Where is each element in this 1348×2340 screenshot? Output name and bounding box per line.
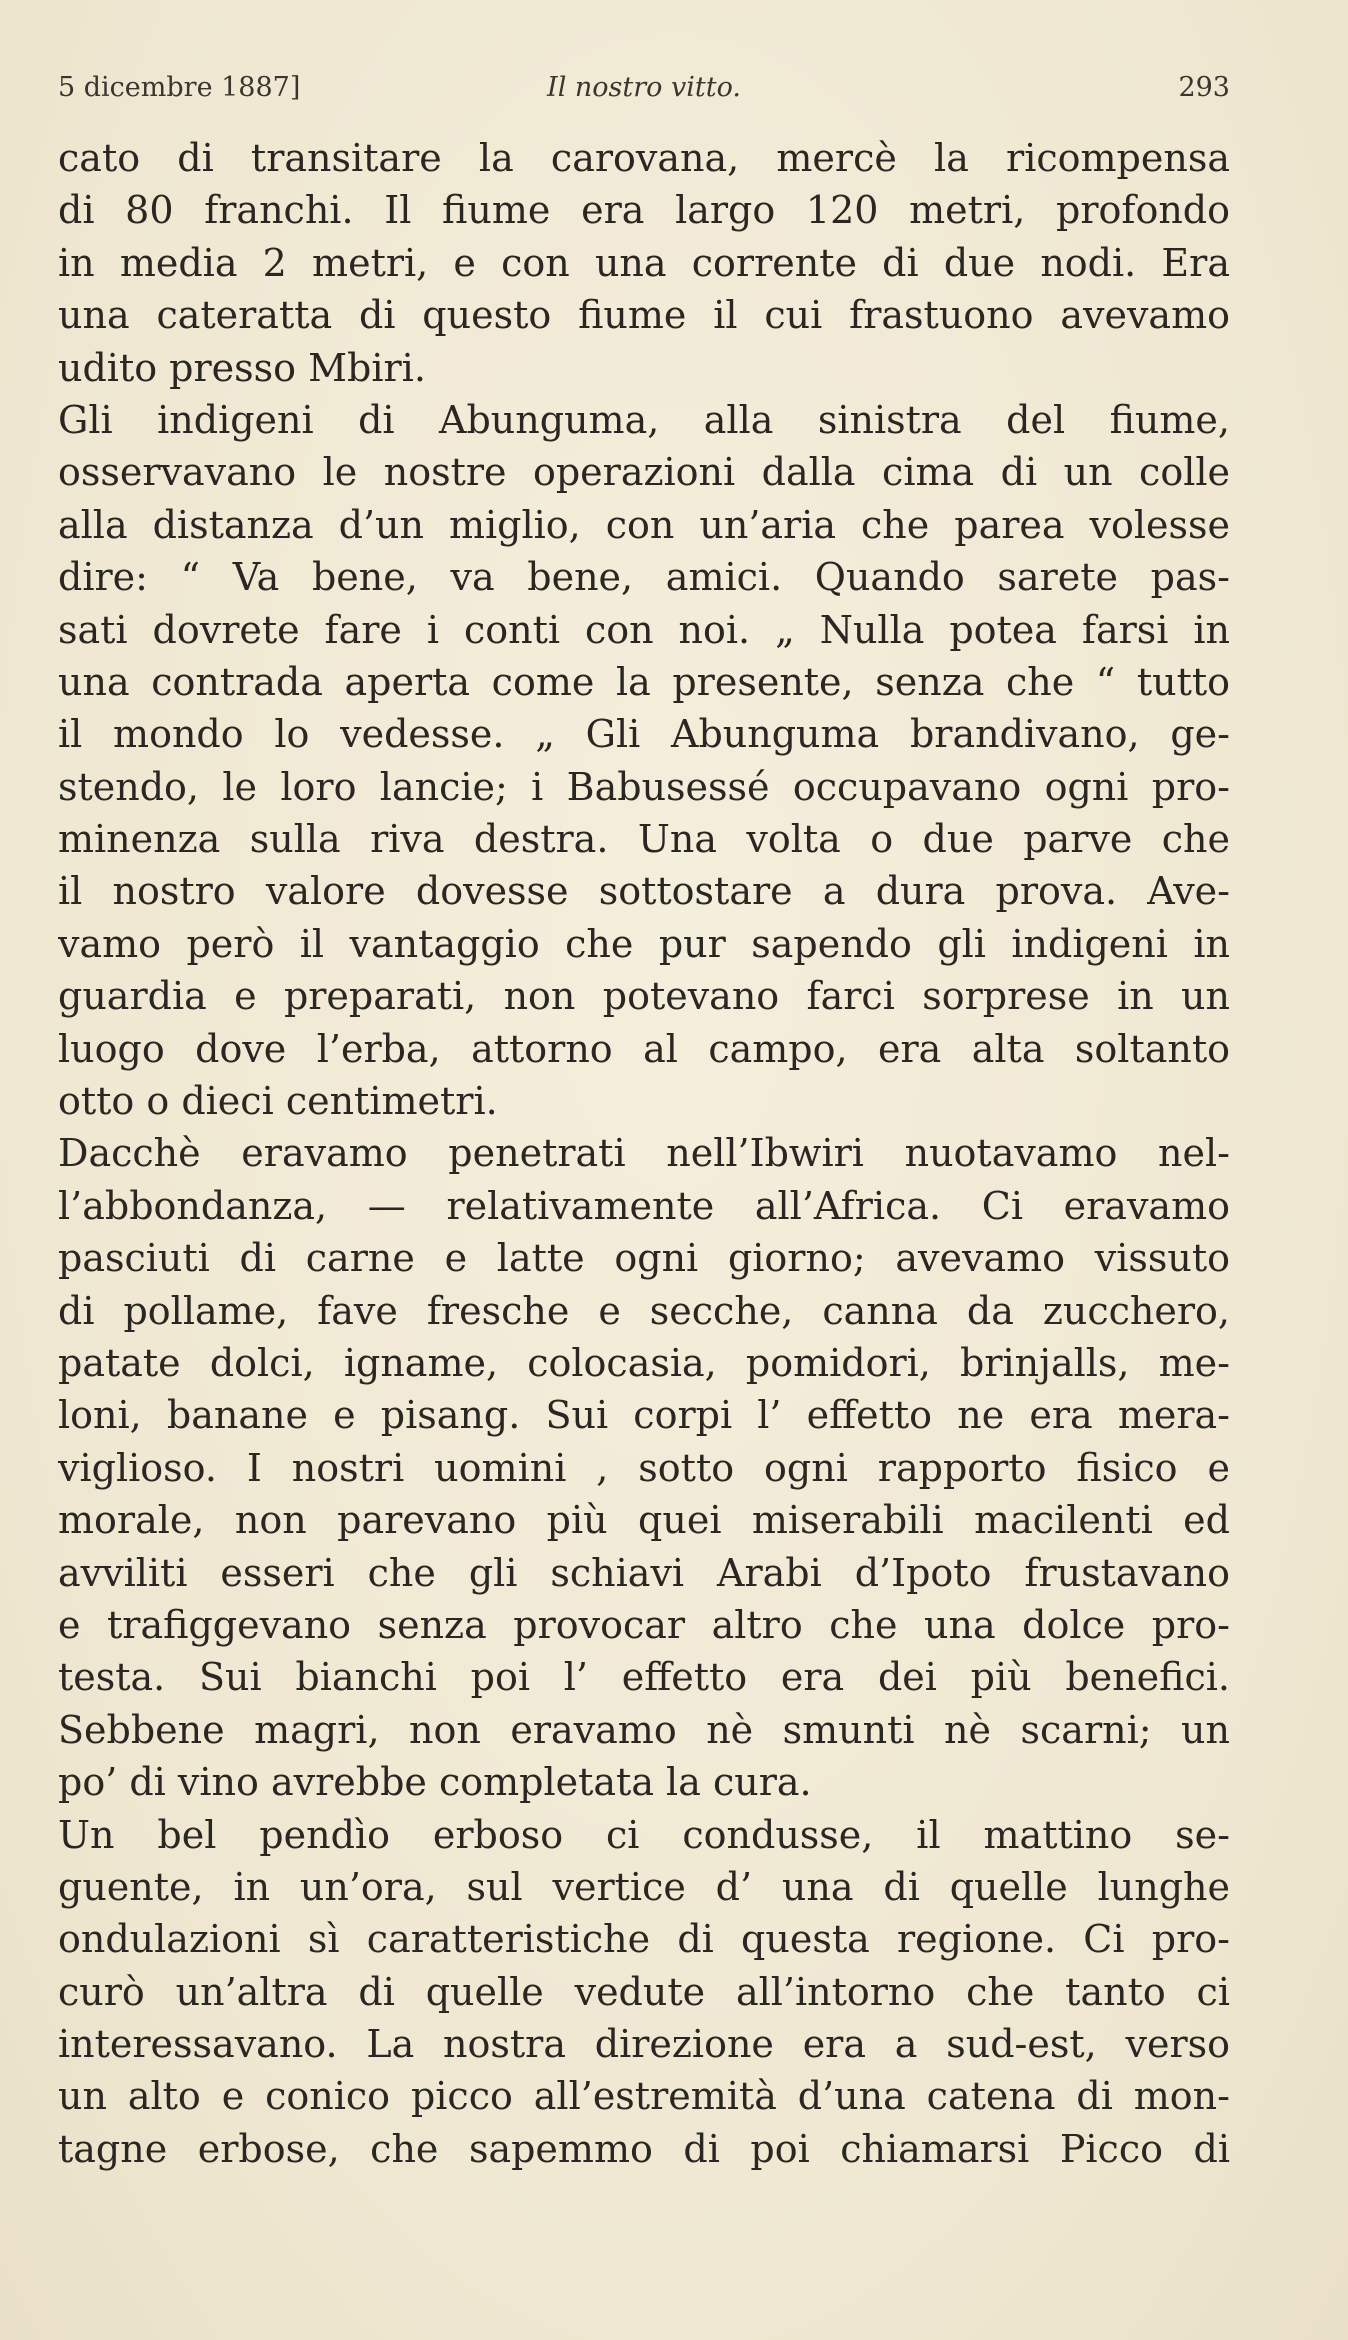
text-line: un alto e conico picco all’estremità d’una catena di mon- xyxy=(58,2074,1230,2119)
text-line: osservavano le nostre operazioni dalla cima di un colle xyxy=(58,450,1230,495)
running-head xyxy=(58,66,1230,110)
text-line: interessavano. La nostra direzione era a sud-est, verso xyxy=(58,2022,1230,2067)
text-line: alla distanza d’un miglio, con un’aria che parea volesse xyxy=(58,502,1230,547)
text-line: Sebbene magri, non eravamo nè smunti nè scarni; un xyxy=(58,1707,1230,1752)
running-head-chapter-title: Il nostro vitto. xyxy=(547,72,741,103)
text-line: una cateratta di questo fiume il cui frastuono avevamo xyxy=(58,293,1230,338)
page-number: 293 xyxy=(1178,72,1230,103)
text-line: sati dovrete fare i conti con noi. „ Nulla potea farsi in xyxy=(58,607,1230,652)
text-line: viglioso. I nostri uomini , sotto ogni rapporto fisico e xyxy=(58,1445,1230,1490)
text-line: minenza sulla riva destra. Una volta o due parve che xyxy=(58,817,1230,862)
text-line: Dacchè eravamo penetrati nell’Ibwiri nuotavamo nel- xyxy=(58,1131,1230,1176)
text-line: e trafiggevano senza provocar altro che una dolce pro- xyxy=(58,1602,1230,1647)
text-line: di pollame, fave fresche e secche, canna da zucchero, xyxy=(58,1288,1230,1333)
text-line: in media 2 metri, e con una corrente di due nodi. Era xyxy=(58,240,1230,285)
text-line: l’abbondanza, — relativamente all’Africa. Ci eravamo xyxy=(58,1183,1230,1228)
text-line: vamo però il vantaggio che pur sapendo gli indigeni in xyxy=(58,921,1230,966)
text-line: il nostro valore dovesse sottostare a dura prova. Ave- xyxy=(58,869,1230,914)
text-line: dire: “ Va bene, va bene, amici. Quando sarete pas- xyxy=(58,555,1230,600)
text-line: guardia e preparati, non potevano farci sorprese in un xyxy=(58,974,1230,1019)
text-line: Gli indigeni di Abunguma, alla sinistra del fiume, xyxy=(58,397,1230,442)
text-line: guente, in un’ora, sul vertice d’ una di quelle lunghe xyxy=(58,1864,1230,1909)
running-head-date: 5 dicembre 1887] xyxy=(58,72,301,103)
text-line: tagne erbose, che sapemmo di poi chiamarsi Picco di xyxy=(58,2126,1230,2171)
text-line: morale, non parevano più quei miserabili macilenti ed xyxy=(58,1498,1230,1543)
text-line: una contrada aperta come la presente, senza che “ tutto xyxy=(58,659,1230,704)
text-line: di 80 franchi. Il fiume era largo 120 metri, profondo xyxy=(58,188,1230,233)
text-line: avviliti esseri che gli schiavi Arabi d’Ipoto frustavano xyxy=(58,1550,1230,1595)
text-line: pasciuti di carne e latte ogni giorno; avevamo vissuto xyxy=(58,1236,1230,1281)
text-line: Un bel pendìo erboso ci condusse, il mattino se- xyxy=(58,1812,1230,1857)
text-line: cato di transitare la carovana, mercè la ricompensa xyxy=(58,136,1230,180)
text-line: testa. Sui bianchi poi l’ effetto era dei più benefici. xyxy=(58,1655,1230,1700)
text-line: po’ di vino avrebbe completata la cura. xyxy=(58,1760,812,1805)
text-line: ondulazioni sì caratteristiche di questa regione. Ci pro- xyxy=(58,1917,1230,1962)
text-line: loni, banane e pisang. Sui corpi l’ effetto ne era mera- xyxy=(58,1393,1230,1438)
body-text xyxy=(58,132,1230,2175)
text-line: otto o dieci centimetri. xyxy=(58,1079,498,1124)
text-line: luogo dove l’erba, attorno al campo, era alta soltanto xyxy=(58,1026,1230,1071)
text-line: il mondo lo vedesse. „ Gli Abunguma brandivano, ge- xyxy=(58,712,1230,757)
text-line: udito presso Mbiri. xyxy=(58,345,426,390)
text-line: stendo, le loro lancie; i Babusessé occupavano ogni pro- xyxy=(58,764,1230,809)
text-line: curò un’altra di quelle vedute all’intorno che tanto ci xyxy=(58,1969,1230,2014)
text-line: patate dolci, igname, colocasia, pomidori, brinjalls, me- xyxy=(58,1340,1230,1385)
